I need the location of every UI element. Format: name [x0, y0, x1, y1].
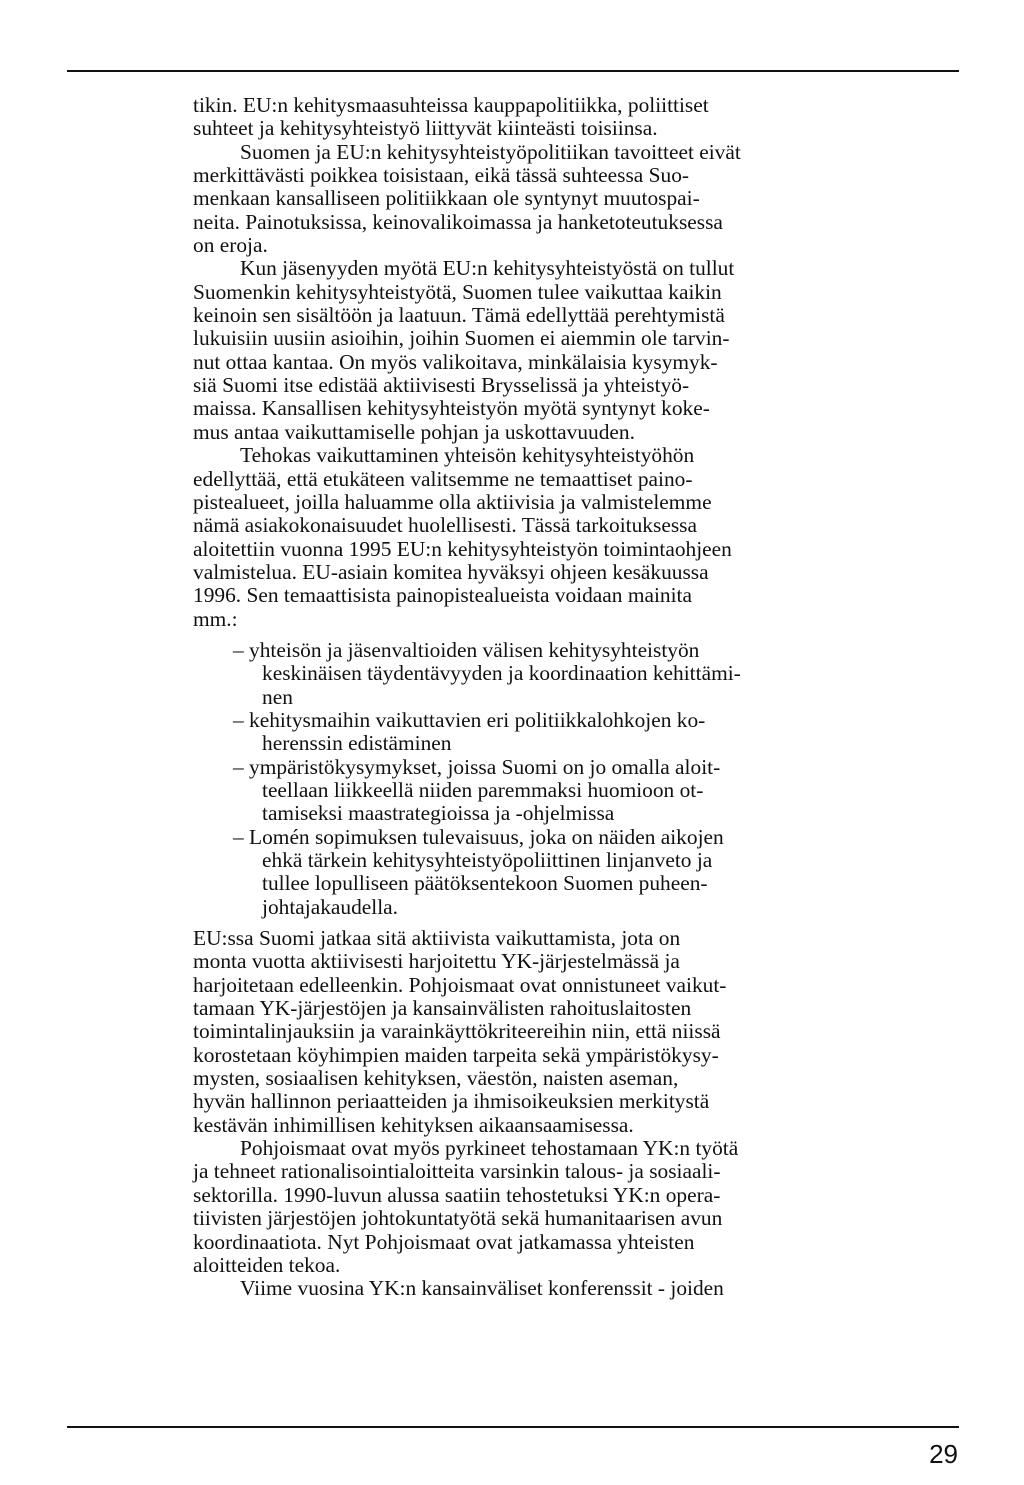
body-line: keinoin sen sisältöön ja laatuun. Tämä edellyttää perehtymistä	[193, 303, 725, 328]
list-item: – kehitysmaihin vaikuttavien eri politiikkalohkojen ko-	[233, 707, 706, 732]
body-line: hyvän hallinnon periaatteiden ja ihmisoikeuksien merkitystä	[193, 1089, 710, 1114]
body-line: nut ottaa kantaa. On myös valikoitava, minkälaisia kysymyk-	[193, 349, 718, 374]
top-rule	[67, 70, 959, 72]
list-item-continuation: keskinäisen täydentävyyden ja koordinaation kehittämi-	[262, 661, 741, 686]
body-line: siä Suomi itse edistää aktiivisesti Brysselissä ja yhteistyö-	[193, 373, 690, 398]
body-line: neita. Painotuksissa, keinovalikoimassa ja hanketoteutuksessa	[193, 209, 723, 234]
list-item: – Lomén sopimuksen tulevaisuus, joka on näiden aikojen	[233, 824, 724, 849]
paragraph-start-line: Tehokas vaikuttaminen yhteisön kehitysyhteistyöhön	[240, 443, 695, 468]
body-line: harjoitetaan edelleenkin. Pohjoismaat ovat onnistuneet vaikut-	[193, 972, 727, 997]
body-line: mm.:	[193, 606, 238, 631]
list-item-continuation: nen	[262, 684, 293, 709]
paragraph-start-line: Pohjoismaat ovat myös pyrkineet tehostamaan YK:n työtä	[240, 1136, 739, 1161]
list-item-continuation: tullee lopulliseen päätöksentekoon Suomen puheen-	[262, 871, 708, 896]
body-line: edellyttää, että etukäteen valitsemme ne temaattiset paino-	[193, 466, 693, 491]
paragraph-start-line: EU:ssa Suomi jatkaa sitä aktiivista vaikuttamista, jota on	[193, 926, 681, 951]
body-line: mysten, sosiaalisen kehityksen, väestön, naisten aseman,	[193, 1066, 679, 1091]
body-line: menkaan kansalliseen politiikkaan ole syntynyt muutospai-	[193, 186, 700, 211]
list-item: – yhteisön ja jäsenvaltioiden välisen kehitysyhteistyön	[233, 637, 700, 662]
paragraph-start-line: Kun jäsenyyden myötä EU:n kehitysyhteistyöstä on tullut	[240, 256, 735, 281]
body-line: aloitettiin vuonna 1995 EU:n kehitysyhteistyön toimintaohjeen	[193, 536, 732, 561]
body-line: nämä asiakokonaisuudet huolellisesti. Tässä tarkoituksessa	[193, 513, 697, 538]
page-number: 29	[929, 1439, 958, 1469]
list-item-continuation: tamiseksi maastrategioissa ja -ohjelmissa	[262, 801, 615, 826]
list-item-continuation: teellaan liikkeellä niiden paremmaksi huomioon ot-	[262, 777, 704, 802]
list-item: – ympäristökysymykset, joissa Suomi on jo omalla aloit-	[233, 754, 721, 779]
body-line: lukuisiin uusiin asioihin, joihin Suomen ei aiemmin ole tarvin-	[193, 326, 730, 351]
bottom-rule	[67, 1426, 959, 1428]
body-line: mus antaa vaikuttamiselle pohjan ja uskottavuuden.	[193, 419, 635, 444]
paragraph-start-line: Suomen ja EU:n kehitysyhteistyöpolitiikan tavoitteet eivät	[240, 139, 741, 164]
body-line: koordinaatiota. Nyt Pohjoismaat ovat jatkamassa yhteisten	[193, 1229, 695, 1254]
body-line: korostetaan köyhimpien maiden tarpeita sekä ympäristökysy-	[193, 1042, 719, 1067]
body-line: aloitteiden tekoa.	[193, 1252, 341, 1277]
body-line: monta vuotta aktiivisesti harjoitettu YK-järjestelmässä ja	[193, 949, 680, 974]
list-item-continuation: johtajakaudella.	[262, 894, 399, 919]
body-line: merkittävästi poikkea toisistaan, eikä tässä suhteessa Suo-	[193, 163, 690, 188]
body-line: pistealueet, joilla haluamme olla aktiivisia ja valmistelemme	[193, 489, 712, 514]
paragraph-start-line: Viime vuosina YK:n kansainväliset konferenssit - joiden	[240, 1276, 724, 1301]
body-line: tikin. EU:n kehitysmaasuhteissa kauppapolitiikka, poliittiset	[193, 93, 709, 117]
body-line: kestävän inhimillisen kehityksen aikaansaamisessa.	[193, 1112, 634, 1137]
body-line: 1996. Sen temaattisista painopistealueista voidaan mainita	[193, 583, 692, 608]
body-line: Suomenkin kehitysyhteistyötä, Suomen tulee vaikuttaa kaikin	[193, 279, 722, 304]
body-line: valmistelua. EU-asiain komitea hyväksyi ohjeen kesäkuussa	[193, 559, 709, 584]
page-body	[193, 94, 908, 1301]
body-line: on eroja.	[193, 233, 268, 258]
body-line: ja tehneet rationalisointialoitteita varsinkin talous- ja sosiaali-	[193, 1159, 721, 1184]
body-line: tiivisten järjestöjen johtokuntatyötä sekä humanitaarisen avun	[193, 1206, 723, 1231]
body-line: tamaan YK-järjestöjen ja kansainvälisten rahoituslaitosten	[193, 996, 692, 1021]
body-line: suhteet ja kehitysyhteistyö liittyvät kiinteästi toisiinsa.	[193, 116, 658, 141]
list-item-continuation: herenssin edistäminen	[262, 731, 452, 756]
body-line: maissa. Kansallisen kehitysyhteistyön myötä syntynyt koke-	[193, 396, 710, 421]
body-line: sektorilla. 1990-luvun alussa saatiin tehostetuksi YK:n opera-	[193, 1182, 721, 1207]
body-line: toimintalinjauksiin ja varainkäyttökriteereihin niin, että niissä	[193, 1019, 721, 1044]
list-item-continuation: ehkä tärkein kehitysyhteistyöpoliittinen linjanveto ja	[262, 848, 713, 872]
